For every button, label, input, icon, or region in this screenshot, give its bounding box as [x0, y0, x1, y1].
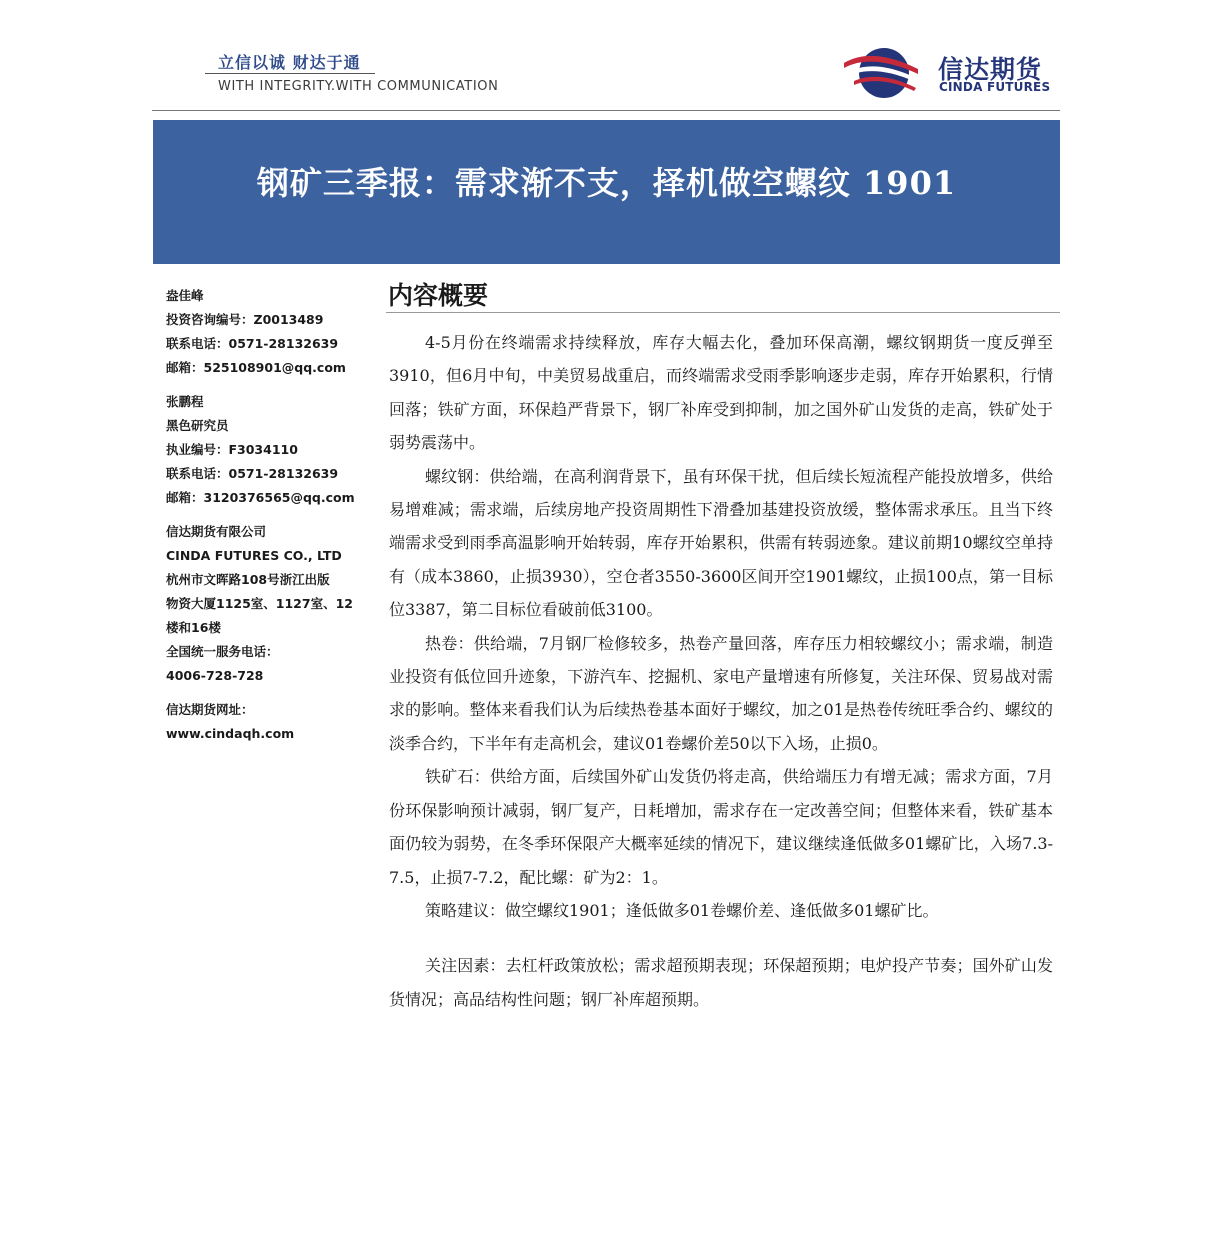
company-address-line2: 物资大厦1125室、1127室、12: [166, 596, 353, 611]
analyst2-email: 邮箱：3120376565@qq.com: [166, 490, 355, 505]
company-address-line1: 杭州市文晖路108号浙江出版: [166, 572, 330, 587]
hotline-number: 4006-728-728: [166, 668, 264, 683]
company-address-line3: 楼和16楼: [166, 620, 221, 635]
header-divider: [152, 110, 1060, 111]
analyst1-email: 邮箱：525108901@qq.com: [166, 360, 346, 375]
analyst2-license: 执业编号：F3034110: [166, 442, 298, 457]
summary-heading: 内容概要: [388, 281, 489, 310]
logo-text-chinese: 信达期货: [938, 55, 1043, 84]
analyst2-role: 黑色研究员: [166, 418, 229, 433]
report-title: 钢矿三季报：需求渐不支，择机做空螺纹 1901: [256, 164, 957, 202]
analyst1-name: 盎佳峰: [166, 288, 204, 303]
summary-paragraph-iron-ore: 铁矿石：供给方面，后续国外矿山发货仍将走高，供给端压力有增无减；需求方面，7月份环保影响预计减弱，钢厂复产，日耗增加，需求存在一定改善空间；但整体来看，铁矿基本面仍较为弱势，在冬季环保限产大概率延续的情况下，建议继续逢低做多01螺矿比，入场7.3-7.5，止损7-7.2，配比螺：矿为2：1。: [389, 767, 1053, 887]
slogan-chinese: 立信以诚 财达于通: [218, 53, 361, 72]
summary-divider: [386, 312, 1060, 313]
analyst1-phone: 联系电话：0571-28132639: [166, 336, 339, 351]
company-name-en: CINDA FUTURES CO., LTD: [166, 548, 342, 563]
hotline-label: 全国统一服务电话：: [166, 644, 279, 659]
analyst2-phone: 联系电话：0571-28132639: [166, 466, 339, 481]
logo-text-english: CINDA FUTURES: [939, 80, 1051, 94]
company-name-cn: 信达期货有限公司: [166, 524, 267, 539]
summary-paragraph-rebar: 螺纹钢：供给端，在高利润背景下，虽有环保干扰，但后续长短流程产能投放增多，供给易增难减；需求端，后续房地产投资周期性下滑叠加基建投资放缓，整体需求承压。且当下终端需求受到雨季高温影响开始转弱，库存开始累积，供需有转弱迹象。建议前期10螺纹空单持有（成本3860，止损3930），空仓者3550-3600区间开空1901螺纹，止损100点，第一目标位3387，第二目标位看破前低3100。: [389, 466, 1053, 620]
cinda-logo-icon: [842, 45, 920, 99]
website-link[interactable]: www.cindaqh.com: [166, 726, 295, 741]
analyst2-name: 张鹏程: [166, 394, 204, 409]
summary-paragraph-hot-coil: 热卷：供给端，7月钢厂检修较多，热卷产量回落，库存压力相较螺纹小；需求端，制造业投资有低位回升迹象，下游汽车、挖掘机、家电产量增速有所修复，关注环保、贸易战对需求的影响。整体来看我们认为后续热卷基本面好于螺纹，加之01是热卷传统旺季合约、螺纹的淡季合约，下半年有走高机会，建议01卷螺价差50以下入场，止损0。: [389, 633, 1053, 753]
summary-body: [389, 326, 1053, 1016]
summary-paragraph-strategy: 策略建议：做空螺纹1901；逢低做多01卷螺价差、逢低做多01螺矿比。: [425, 900, 939, 920]
summary-paragraph-market: 4-5月份在终端需求持续释放，库存大幅去化，叠加环保高潮，螺纹钢期货一度反弹至3910，但6月中旬，中美贸易战重启，而终端需求受雨季影响逐步走弱，库存开始累积，行情回落；铁矿方面，环保趋严背景下，钢厂补库受到抑制，加之国外矿山发货的走高，铁矿处于弱势震荡中。: [389, 333, 1053, 453]
summary-paragraph-risk-factors: 关注因素：去杠杆政策放松；需求超预期表现；环保超预期；电炉投产节奏；国外矿山发货情况；高品结构性问题；钢厂补库超预期。: [389, 956, 1053, 1009]
slogan-divider: [205, 73, 375, 74]
analyst1-license: 投资咨询编号：Z0013489: [166, 312, 324, 327]
contact-sidebar: [166, 284, 371, 746]
website-label: 信达期货网址：: [166, 702, 254, 717]
slogan-english: WITH INTEGRITY.WITH COMMUNICATION: [218, 79, 499, 94]
